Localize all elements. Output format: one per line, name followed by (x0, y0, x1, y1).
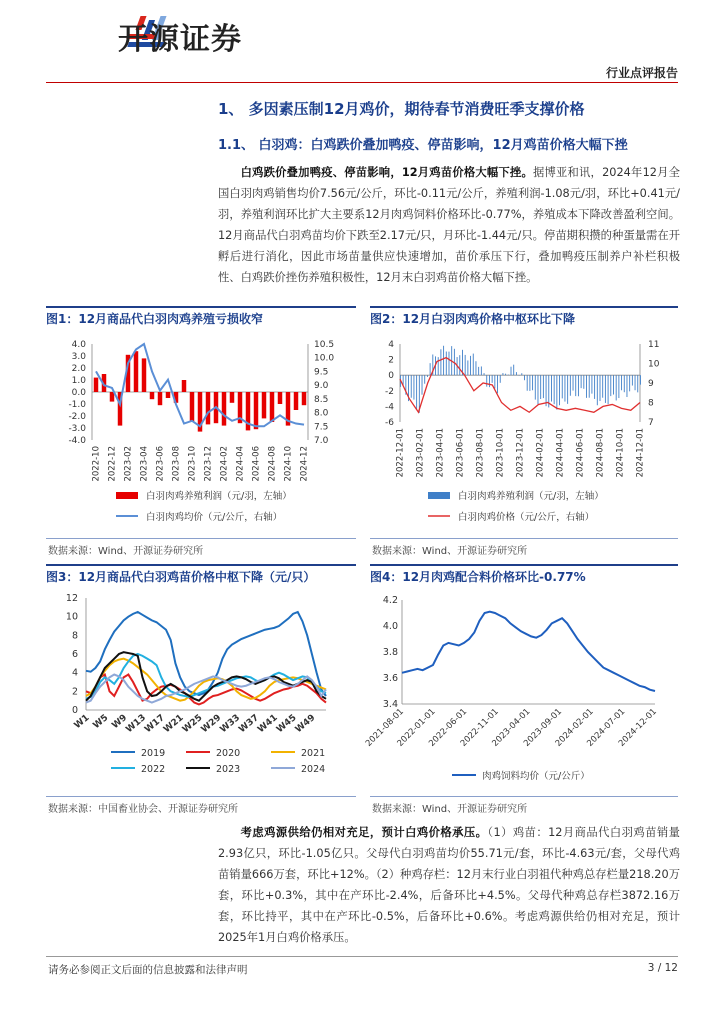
fig2-right-tick: 10 (648, 359, 660, 370)
fig3-y-tick: 0 (71, 705, 78, 716)
fig2-bar (600, 375, 601, 401)
fig3-title: 图3：12月商品代白羽鸡苗价格中枢下降（元/只） (46, 570, 316, 584)
fig2-bar (411, 375, 412, 398)
fig2-bar (446, 352, 447, 376)
fig1-left-tick: -1.0 (68, 400, 86, 410)
fig2-bar (602, 375, 603, 398)
fig1-x-tick: 2024-06 (251, 446, 262, 482)
fig1-bar (182, 380, 186, 392)
fig2-bar (424, 375, 425, 384)
fig1-x-tick: 2023-04 (139, 446, 150, 482)
fig2-bar (543, 375, 544, 398)
fig2-bottomline (370, 538, 678, 539)
fig2-bar (430, 363, 431, 375)
fig2-x-tick: 2023-02-01 (415, 428, 426, 478)
fig2-bar (529, 375, 530, 391)
fig1-bar (110, 392, 114, 402)
fig3-legend-label: 2024 (301, 764, 326, 775)
fig3-legend-label: 2021 (301, 748, 326, 759)
fig2-bar (521, 373, 522, 375)
fig1-left-tick: -2.0 (68, 412, 86, 422)
fig2-bar (618, 375, 619, 398)
fig2-bar (492, 375, 493, 383)
paragraph-1-body: 据博亚和讯，2024年12月全国白羽肉鸡销售均价7.56元/公斤，环比-0.11元/公斤，养殖利润-1.08元/羽，环比+0.41元/羽，养殖利润环比扩大主要系12月肉鸡饲料价格环比-0.77%，养殖成本下降改善盈利空间。12月商品代白羽鸡苗均价下跌至2.17元/只，月环比-1.44元/只。停苗期积攒的种蛋量需在开孵后进行消化，因此市场苗量供应快速增加，苗价承压下行，叠加鸭疫压制养户补栏积极性、白鸡跌价挫伤养殖积极性，12月末白羽鸡苗价格大幅下挫。 (218, 166, 680, 284)
fig2-bar (538, 375, 539, 404)
fig1-bar (150, 392, 154, 399)
fig2-x-tick: 2024-10-01 (615, 428, 626, 478)
fig2-chart (370, 332, 678, 534)
fig1-x-tick: 2023-06 (155, 446, 166, 482)
footer-disclaimer: 请务必参阅正文后面的信息披露和法律声明 (48, 964, 248, 976)
fig1-x-tick: 2024-08 (267, 446, 278, 482)
page-number: 3 / 12 (647, 962, 678, 974)
report-type: 行业点评报告 (605, 66, 678, 80)
fig3-y-tick: 4 (71, 667, 78, 679)
fig2-right-tick: 8 (648, 398, 654, 409)
fig2-topline (370, 306, 678, 308)
fig2-bar (473, 354, 474, 376)
fig1-bar (254, 392, 258, 429)
brand-name: 开源证券 (118, 22, 242, 57)
fig2-bar (597, 375, 598, 405)
fig3-x-tick: W49 (293, 712, 318, 736)
fig1-bar (302, 392, 306, 405)
fig1-left-tick: -4.0 (68, 436, 86, 446)
paragraph-1 (218, 162, 680, 288)
fig2-bar (564, 375, 565, 401)
fig2-left-tick: 0 (388, 371, 394, 382)
fig2-bar (443, 346, 444, 375)
fig2-bar (632, 375, 633, 385)
fig2-x-tick: 2022-12-01 (395, 428, 406, 478)
fig1-topline (46, 306, 356, 308)
fig2-bar (513, 365, 514, 376)
fig4-legend-label: 肉鸡饲料均价（元/公斤） (482, 771, 590, 782)
fig2-bar (589, 375, 590, 398)
fig2-bar (575, 375, 576, 396)
fig1-x-tick: 2023-02 (123, 446, 134, 482)
fig1-chart (46, 332, 356, 534)
subsection-heading: 1.1、 白羽鸡：白鸡跌价叠加鸭疫、停苗影响，12月鸡苗价格大幅下挫 (218, 138, 628, 153)
fig4-x-tick: 2024-02-01 (553, 706, 596, 749)
fig1-bar (94, 378, 98, 392)
footer-divider (46, 956, 678, 957)
fig2-x-tick: 2023-12-01 (515, 428, 526, 478)
fig4-chart (363, 590, 678, 792)
fig1-bar (206, 392, 210, 424)
fig2-bar (608, 375, 609, 404)
fig2-bar (637, 375, 638, 392)
fig3-x-tick: W13 (124, 712, 148, 736)
fig2-bar (422, 375, 423, 395)
fig2-x-tick: 2023-08-01 (475, 428, 486, 478)
fig2-bar (621, 375, 622, 390)
fig1-x-tick: 2024-02 (219, 446, 230, 482)
fig4-x-tick: 2022-06-01 (427, 706, 470, 749)
fig3-x-tick: W5 (91, 712, 111, 731)
fig2-bar (467, 360, 468, 375)
fig2-bar (551, 375, 552, 401)
fig2-bar (502, 373, 503, 375)
fig3-y-tick: 2 (71, 686, 78, 698)
fig2-bar (567, 375, 568, 404)
fig2-bar (459, 355, 460, 375)
fig1-bar (262, 392, 266, 418)
fig2-bar (465, 355, 466, 375)
fig3-bottomline (46, 796, 356, 797)
fig2-legend-bar: 白羽肉鸡养殖利润（元/羽，左轴） (458, 491, 604, 502)
fig2-bar (624, 375, 625, 392)
fig2-x-tick: 2023-10-01 (495, 428, 506, 478)
fig4-y-tick: 3.8 (382, 647, 398, 658)
fig4-x-tick: 2022-11-01 (458, 706, 501, 749)
fig2-x-tick: 2024-04-01 (555, 428, 566, 478)
fig2-bar (554, 375, 555, 404)
fig2-bar (562, 375, 563, 398)
fig4-title: 图4：12月肉鸡配合料价格环比-0.77% (370, 570, 586, 584)
fig1-x-tick: 2024-10 (283, 446, 294, 482)
fig2-x-tick: 2024-06-01 (575, 428, 586, 478)
fig4-x-tick: 2023-09-01 (522, 706, 565, 749)
fig2-title: 图2：12月白羽肉鸡价格中枢环比下降 (370, 312, 576, 326)
fig3-x-tick: W9 (110, 712, 130, 731)
fig2-bar (470, 356, 471, 375)
fig2-bar (613, 375, 614, 394)
fig3-y-tick: 8 (71, 630, 78, 642)
fig2-bar (524, 375, 525, 380)
fig3-legend-label: 2019 (141, 748, 166, 759)
fig1-right-tick: 7.5 (314, 422, 329, 433)
fig2-bar (486, 375, 487, 386)
fig2-bar (438, 357, 439, 375)
fig2-bar (573, 375, 574, 390)
fig2-left-tick: -2 (385, 386, 394, 397)
fig2-bar (413, 375, 414, 399)
fig1-bar (230, 392, 234, 403)
fig2-bar (629, 375, 630, 391)
fig2-left-tick: -4 (385, 402, 394, 413)
fig2-bar (640, 375, 641, 384)
fig2-bar (556, 375, 557, 409)
fig1-right-tick: 10.5 (314, 340, 335, 350)
fig4-y-tick: 4.0 (382, 621, 398, 632)
fig1-source: 数据来源：Wind、开源证券研究所 (48, 546, 204, 557)
fig1-x-tick: 2023-08 (171, 446, 182, 482)
paragraph-2 (218, 822, 680, 948)
fig1-x-tick: 2024-04 (235, 446, 246, 482)
fig1-left-tick: 4.0 (71, 340, 86, 350)
header-divider (46, 82, 678, 83)
fig1-left-tick: 3.0 (71, 352, 86, 362)
section-heading: 1、 多因素压制12月鸡价，期待春节消费旺季支撑价格 (218, 100, 585, 118)
fig2-bar (546, 375, 547, 406)
fig3-x-tick: W17 (143, 712, 167, 736)
fig2-bar (635, 375, 636, 390)
fig2-x-tick: 2023-04-01 (435, 428, 446, 478)
fig3-chart (46, 590, 356, 792)
fig2-bar (527, 375, 528, 391)
fig2-bar (594, 375, 595, 399)
fig1-bar (142, 358, 146, 392)
fig2-source: 数据来源：Wind、开源证券研究所 (372, 546, 528, 557)
fig4-x-tick: 2021-08-01 (363, 706, 406, 749)
fig3-x-tick: W45 (274, 712, 299, 736)
fig2-bar (449, 352, 450, 376)
fig3-x-tick: W25 (180, 712, 205, 736)
fig4-topline (370, 564, 678, 566)
fig2-bar (511, 367, 512, 375)
fig2-bar (416, 375, 417, 410)
fig2-right-tick: 7 (648, 418, 654, 428)
fig4-x-tick: 2022-01-01 (395, 706, 438, 749)
fig3-y-tick: 6 (71, 649, 78, 660)
fig2-bar (494, 375, 495, 388)
fig2-bar (508, 375, 509, 376)
fig3-x-tick: W41 (256, 712, 280, 736)
fig1-bar (222, 392, 226, 426)
fig2-x-tick: 2024-12-01 (635, 428, 646, 478)
fig2-bar (497, 375, 498, 393)
fig1-left-tick: 0.0 (71, 388, 86, 398)
fig2-bar (481, 366, 482, 375)
fig1-left-tick: -3.0 (68, 424, 86, 434)
fig2-bar (586, 375, 587, 398)
fig2-bar (489, 375, 490, 387)
fig3-x-tick: W33 (218, 712, 243, 736)
fig1-x-tick: 2023-10 (187, 446, 198, 482)
fig1-x-tick: 2022-10 (91, 446, 102, 482)
fig3-x-tick: W37 (237, 712, 261, 736)
fig4-x-tick: 2023-04-01 (490, 706, 533, 749)
fig1-bar (158, 392, 162, 405)
fig1-bar (278, 392, 282, 404)
fig2-right-tick: 11 (648, 340, 660, 350)
fig1-bar (166, 392, 170, 398)
fig3-y-tick: 10 (65, 611, 78, 623)
fig3-topline (46, 564, 356, 566)
fig2-bar (605, 375, 606, 403)
fig3-legend-label: 2022 (141, 764, 166, 775)
fig4-y-tick: 3.4 (382, 699, 398, 710)
fig2-bar (535, 375, 536, 399)
fig1-right-tick: 8.5 (314, 394, 329, 405)
fig1-left-tick: 2.0 (71, 364, 86, 374)
fig2-bar (440, 349, 441, 375)
fig2-bar (476, 361, 477, 375)
fig2-bar (581, 375, 582, 388)
fig1-right-tick: 10.0 (314, 353, 335, 364)
fig2-bar (505, 374, 506, 376)
fig3-legend-label: 2020 (216, 748, 241, 759)
fig4-x-tick: 2024-12-01 (616, 706, 659, 749)
fig1-bar (270, 392, 274, 422)
fig1-bar (190, 392, 194, 422)
fig2-bar (627, 375, 628, 397)
fig2-bar (559, 375, 560, 405)
fig2-left-tick: 2 (388, 355, 394, 366)
fig1-right-tick: 8.0 (314, 408, 329, 419)
fig2-bar (583, 375, 584, 389)
fig1-legend-line: 白羽肉鸡均价（元/公斤，右轴） (146, 512, 283, 523)
fig1-right-tick: 9.0 (314, 381, 329, 392)
fig4-x-tick: 2024-07-01 (585, 706, 628, 749)
fig2-bar (610, 375, 611, 396)
fig2-bar (616, 375, 617, 400)
fig1-bar (294, 392, 298, 410)
fig1-legend-bar: 白羽肉鸡养殖利润（元/羽，左轴） (146, 491, 292, 502)
fig2-bar (570, 375, 571, 396)
fig2-bar (500, 375, 501, 383)
fig2-x-tick: 2024-08-01 (595, 428, 606, 478)
fig2-x-tick: 2024-02-01 (535, 428, 546, 478)
fig2-left-tick: 4 (388, 340, 394, 350)
fig2-legend-swatch-bar (428, 492, 450, 499)
fig2-bar (516, 372, 517, 375)
fig1-x-tick: 2024-12 (299, 446, 310, 482)
fig4-y-tick: 3.6 (382, 673, 398, 684)
fig4-feed-line (402, 612, 655, 691)
paragraph-1-lead: 白鸡跌价叠加鸭疫、停苗影响，12月鸡苗价格大幅下挫。 (240, 166, 533, 179)
fig3-x-tick: W29 (199, 712, 224, 736)
fig1-title: 图1：12月商品代白羽肉鸡养殖亏损收窄 (46, 312, 264, 326)
fig1-x-tick: 2022-12 (107, 446, 118, 482)
fig2-x-tick: 2023-06-01 (455, 428, 466, 478)
fig2-bar (478, 367, 479, 375)
fig2-bar (540, 375, 541, 399)
fig3-x-tick: W21 (162, 712, 186, 736)
paragraph-2-lead: 考虑鸡源供给仍相对充足，预计白鸡价格承压。 (240, 826, 488, 839)
fig1-bar (134, 351, 138, 392)
fig2-bar (427, 375, 428, 377)
fig3-source: 数据来源：中国畜业协会、开源证券研究所 (48, 804, 238, 815)
fig2-bar (484, 373, 485, 375)
paragraph-2-body: （1）鸡苗：12月商品代白羽鸡苗销量2.93亿只，环比-1.05亿只。父母代白羽鸡苗均价55.71元/套，环比-4.63元/套，父母代鸡苗销量666万套，环比+12%。（2）种鸡存栏：12月末行业白羽祖代种鸡总存栏量218.20万套，环比+0.3%，其中在产环比-2.4%，后备环比+4.5%。父母代种鸡总存栏3872.16万套，环比持平，其中在产环比-0.5%，后备环比+0.6%。考虑鸡源供给仍相对充足，预计2025年1月白鸡价格承压。 (218, 826, 680, 944)
fig2-price-line (400, 358, 640, 413)
fig3-x-tick: W1 (72, 712, 92, 731)
fig4-bottomline (370, 796, 678, 797)
fig2-bar (578, 375, 579, 396)
fig1-x-tick: 2023-12 (203, 446, 214, 482)
fig2-bar (532, 375, 533, 390)
fig3-y-tick: 12 (65, 593, 78, 604)
fig2-left-tick: -6 (385, 418, 394, 428)
fig1-bottomline (46, 538, 356, 539)
fig1-left-tick: 1.0 (71, 376, 86, 386)
fig1-legend-swatch-bar (116, 492, 138, 499)
fig1-right-tick: 9.5 (314, 367, 329, 378)
fig4-y-tick: 4.2 (382, 595, 398, 606)
fig2-legend-line: 白羽肉鸡价格（元/公斤，右轴） (458, 512, 595, 523)
fig1-right-tick: 7.0 (314, 436, 329, 446)
fig3-legend-label: 2023 (216, 764, 241, 775)
fig2-bar (591, 375, 592, 393)
fig2-right-tick: 9 (648, 379, 654, 389)
fig3-series-2019 (86, 612, 326, 696)
fig4-source: 数据来源：Wind、开源证券研究所 (372, 804, 528, 815)
